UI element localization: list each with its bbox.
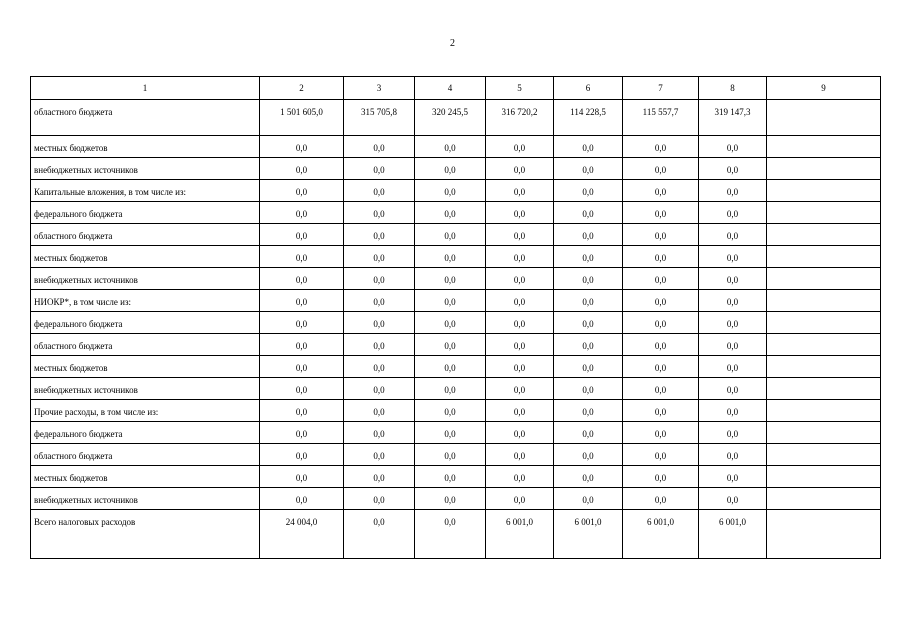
table-cell: 0,0 <box>344 444 415 466</box>
table-cell: 0,0 <box>344 246 415 268</box>
table-cell: 0,0 <box>344 334 415 356</box>
table-cell: 0,0 <box>344 466 415 488</box>
table-cell: 0,0 <box>554 488 623 510</box>
table-cell: 0,0 <box>486 312 554 334</box>
table-row <box>31 136 881 158</box>
table-cell: 0,0 <box>486 356 554 378</box>
table-row <box>31 334 881 356</box>
table-cell: 0,0 <box>415 378 486 400</box>
table-row <box>31 312 881 334</box>
table-cell: 0,0 <box>699 136 767 158</box>
table-cell: 0,0 <box>344 510 415 559</box>
table-cell: 6 001,0 <box>699 510 767 559</box>
table-cell <box>767 136 881 158</box>
table-cell: 0,0 <box>344 224 415 246</box>
row-label: областного бюджета <box>31 100 260 136</box>
table-cell <box>767 268 881 290</box>
table-cell <box>767 378 881 400</box>
table-cell <box>767 290 881 312</box>
table-row <box>31 488 881 510</box>
table-cell: 0,0 <box>699 268 767 290</box>
table-cell: 0,0 <box>623 466 699 488</box>
column-header: 5 <box>486 77 554 100</box>
table-row <box>31 378 881 400</box>
table-cell: 0,0 <box>623 356 699 378</box>
table-cell: 0,0 <box>344 378 415 400</box>
table-cell: 0,0 <box>344 356 415 378</box>
table-cell: 0,0 <box>554 312 623 334</box>
table-cell: 0,0 <box>344 202 415 224</box>
table-cell: 0,0 <box>260 312 344 334</box>
column-header: 6 <box>554 77 623 100</box>
table-cell: 0,0 <box>623 224 699 246</box>
row-label: Прочие расходы, в том числе из: <box>31 400 260 422</box>
table-cell <box>767 444 881 466</box>
row-label: областного бюджета <box>31 224 260 246</box>
budget-table <box>30 76 881 559</box>
row-label: внебюджетных источников <box>31 488 260 510</box>
row-label: федерального бюджета <box>31 422 260 444</box>
table-cell: 0,0 <box>260 136 344 158</box>
table-cell: 0,0 <box>415 224 486 246</box>
table-cell: 0,0 <box>415 158 486 180</box>
table-row <box>31 246 881 268</box>
table-cell: 6 001,0 <box>623 510 699 559</box>
table-cell: 0,0 <box>415 422 486 444</box>
table-cell: 320 245,5 <box>415 100 486 136</box>
table-cell: 0,0 <box>623 158 699 180</box>
table-cell: 0,0 <box>554 378 623 400</box>
row-label: Капитальные вложения, в том числе из: <box>31 180 260 202</box>
table-cell: 0,0 <box>486 136 554 158</box>
table-row <box>31 224 881 246</box>
table-cell: 6 001,0 <box>486 510 554 559</box>
table-cell: 0,0 <box>623 444 699 466</box>
table-cell: 0,0 <box>415 466 486 488</box>
table-cell: 0,0 <box>415 334 486 356</box>
table-cell: 0,0 <box>344 268 415 290</box>
table-cell: 0,0 <box>699 312 767 334</box>
table-cell <box>767 400 881 422</box>
table-cell: 0,0 <box>260 422 344 444</box>
table-cell: 0,0 <box>415 510 486 559</box>
table-cell: 0,0 <box>699 224 767 246</box>
table-cell: 0,0 <box>554 444 623 466</box>
table-cell: 0,0 <box>623 136 699 158</box>
table-cell: 115 557,7 <box>623 100 699 136</box>
table-cell: 0,0 <box>486 290 554 312</box>
table-cell <box>767 180 881 202</box>
table-cell: 0,0 <box>344 400 415 422</box>
table-cell: 0,0 <box>415 290 486 312</box>
table-cell: 0,0 <box>699 246 767 268</box>
table-cell: 0,0 <box>486 400 554 422</box>
table-cell: 0,0 <box>415 180 486 202</box>
table-cell <box>767 466 881 488</box>
row-label: местных бюджетов <box>31 246 260 268</box>
table-cell <box>767 488 881 510</box>
table-cell: 0,0 <box>486 224 554 246</box>
table-cell: 0,0 <box>415 444 486 466</box>
table-cell: 0,0 <box>623 290 699 312</box>
table-cell: 0,0 <box>623 246 699 268</box>
table-cell <box>767 202 881 224</box>
table-cell: 0,0 <box>415 202 486 224</box>
table-cell: 0,0 <box>260 180 344 202</box>
table-cell: 0,0 <box>554 180 623 202</box>
table-cell: 0,0 <box>415 136 486 158</box>
column-header: 4 <box>415 77 486 100</box>
table-cell: 0,0 <box>260 400 344 422</box>
table-cell: 0,0 <box>623 180 699 202</box>
table-cell: 0,0 <box>554 290 623 312</box>
table-cell <box>767 510 881 559</box>
table-row <box>31 290 881 312</box>
table-cell: 0,0 <box>699 378 767 400</box>
table-cell: 0,0 <box>344 422 415 444</box>
table-cell: 0,0 <box>699 356 767 378</box>
table-row <box>31 422 881 444</box>
table-cell: 0,0 <box>260 334 344 356</box>
table-cell: 0,0 <box>623 378 699 400</box>
page-number: 2 <box>450 38 455 49</box>
column-header: 2 <box>260 77 344 100</box>
table-cell: 0,0 <box>486 422 554 444</box>
table-cell: 0,0 <box>554 422 623 444</box>
row-label: областного бюджета <box>31 334 260 356</box>
table-cell: 0,0 <box>260 290 344 312</box>
table-cell <box>767 224 881 246</box>
table-cell: 0,0 <box>260 444 344 466</box>
table-cell: 0,0 <box>554 224 623 246</box>
table-cell: 0,0 <box>260 488 344 510</box>
column-header: 9 <box>767 77 881 100</box>
table-cell: 0,0 <box>554 268 623 290</box>
row-label: местных бюджетов <box>31 136 260 158</box>
table-cell: 0,0 <box>415 312 486 334</box>
table-row <box>31 466 881 488</box>
table-cell: 0,0 <box>260 356 344 378</box>
table-cell: 0,0 <box>623 268 699 290</box>
table-cell: 0,0 <box>486 268 554 290</box>
table-cell: 0,0 <box>554 466 623 488</box>
table-cell: 0,0 <box>699 444 767 466</box>
table-cell: 0,0 <box>699 334 767 356</box>
column-header: 8 <box>699 77 767 100</box>
table-cell: 0,0 <box>344 158 415 180</box>
table-cell: 0,0 <box>260 268 344 290</box>
table-cell: 0,0 <box>415 400 486 422</box>
table-cell: 0,0 <box>260 466 344 488</box>
table-cell: 0,0 <box>260 246 344 268</box>
row-label: внебюджетных источников <box>31 158 260 180</box>
table-cell: 0,0 <box>486 466 554 488</box>
table-cell: 0,0 <box>623 312 699 334</box>
table-cell: 315 705,8 <box>344 100 415 136</box>
table-cell: 0,0 <box>554 334 623 356</box>
row-label: внебюджетных источников <box>31 268 260 290</box>
column-header: 3 <box>344 77 415 100</box>
table-cell: 0,0 <box>699 158 767 180</box>
table-cell: 0,0 <box>486 334 554 356</box>
table-row <box>31 158 881 180</box>
table-cell: 0,0 <box>344 180 415 202</box>
table-cell: 24 004,0 <box>260 510 344 559</box>
table-cell: 0,0 <box>554 356 623 378</box>
table-cell: 0,0 <box>699 202 767 224</box>
total-row <box>31 510 881 559</box>
table-cell: 0,0 <box>486 202 554 224</box>
table-cell <box>767 422 881 444</box>
table-cell: 0,0 <box>486 488 554 510</box>
table-cell <box>767 246 881 268</box>
table-cell: 0,0 <box>623 202 699 224</box>
table-cell: 0,0 <box>623 422 699 444</box>
header-row <box>31 77 881 100</box>
table-cell <box>767 356 881 378</box>
table-cell: 0,0 <box>699 488 767 510</box>
table-cell: 0,0 <box>554 246 623 268</box>
column-header: 1 <box>31 77 260 100</box>
column-header: 7 <box>623 77 699 100</box>
table-cell: 0,0 <box>699 290 767 312</box>
table-cell <box>767 100 881 136</box>
row-label: федерального бюджета <box>31 312 260 334</box>
table-cell: 319 147,3 <box>699 100 767 136</box>
table-cell: 0,0 <box>486 180 554 202</box>
table-row <box>31 202 881 224</box>
table-cell: 0,0 <box>344 136 415 158</box>
table-cell: 0,0 <box>554 202 623 224</box>
table-row <box>31 356 881 378</box>
row-label: внебюджетных источников <box>31 378 260 400</box>
table-cell: 0,0 <box>260 158 344 180</box>
table-cell: 0,0 <box>554 136 623 158</box>
table-cell: 0,0 <box>486 378 554 400</box>
table-row <box>31 444 881 466</box>
table-cell: 0,0 <box>486 444 554 466</box>
table-cell: 0,0 <box>344 312 415 334</box>
table-cell: 0,0 <box>415 488 486 510</box>
table-cell: 114 228,5 <box>554 100 623 136</box>
row-label: федерального бюджета <box>31 202 260 224</box>
table-cell: 0,0 <box>260 224 344 246</box>
table-cell <box>767 334 881 356</box>
table-cell: 0,0 <box>260 378 344 400</box>
table-cell: 316 720,2 <box>486 100 554 136</box>
table-row <box>31 268 881 290</box>
table-cell: 0,0 <box>344 488 415 510</box>
table-cell: 0,0 <box>699 466 767 488</box>
table-cell <box>767 158 881 180</box>
row-label: Всего налоговых расходов <box>31 510 260 559</box>
table-cell: 0,0 <box>623 400 699 422</box>
table-cell: 0,0 <box>260 202 344 224</box>
table-cell: 0,0 <box>486 158 554 180</box>
table-cell: 0,0 <box>415 268 486 290</box>
table-cell: 1 501 605,0 <box>260 100 344 136</box>
row-label: НИОКР*, в том числе из: <box>31 290 260 312</box>
row-label: местных бюджетов <box>31 466 260 488</box>
table-cell: 6 001,0 <box>554 510 623 559</box>
table-cell: 0,0 <box>623 334 699 356</box>
table-cell: 0,0 <box>486 246 554 268</box>
table-cell <box>767 312 881 334</box>
table-row <box>31 400 881 422</box>
table-cell: 0,0 <box>554 158 623 180</box>
table-cell: 0,0 <box>415 356 486 378</box>
table-cell: 0,0 <box>554 400 623 422</box>
table-cell: 0,0 <box>699 422 767 444</box>
row-label: областного бюджета <box>31 444 260 466</box>
table-row <box>31 100 881 136</box>
table-row <box>31 180 881 202</box>
table-cell: 0,0 <box>344 290 415 312</box>
table-cell: 0,0 <box>699 400 767 422</box>
table-cell: 0,0 <box>623 488 699 510</box>
row-label: местных бюджетов <box>31 356 260 378</box>
table-cell: 0,0 <box>699 180 767 202</box>
table-cell: 0,0 <box>415 246 486 268</box>
